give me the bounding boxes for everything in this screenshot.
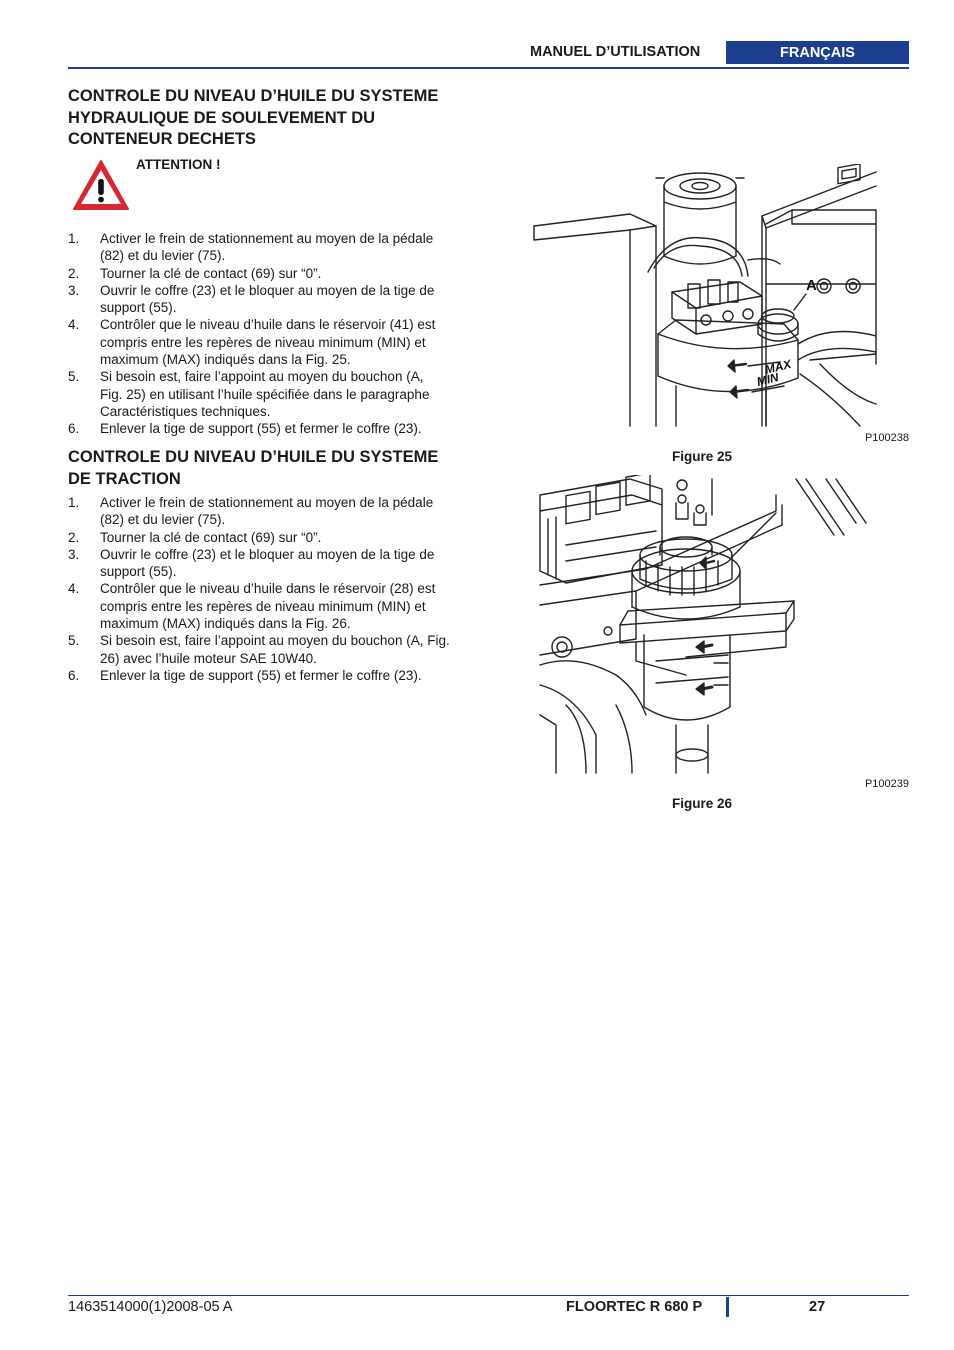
step-line: compris entre les repères de niveau minimum (MIN) et (100, 598, 426, 614)
section1-steps-list (68, 230, 435, 438)
step-number: 1. (68, 495, 80, 510)
page-number: 27 (809, 1299, 826, 1315)
warning-triangle-icon (72, 159, 130, 211)
list-item (68, 580, 450, 632)
footer-separator-bar (726, 1297, 729, 1317)
header-divider (68, 67, 909, 69)
step-number: 2. (68, 265, 80, 281)
footer-doc-code: 1463514000(1)2008-05 A (68, 1299, 233, 1315)
section2-title (68, 447, 438, 490)
step-line: (82) et du levier (75). (100, 248, 226, 264)
header-manual-title: MANUEL D’UTILISATION (530, 44, 701, 60)
header-language-badge: FRANÇAIS (726, 41, 909, 64)
figure25-label-a: A (806, 277, 817, 294)
step-line: 26) avec l’huile moteur SAE 10W40. (100, 650, 317, 666)
step-line: Enlever la tige de support (55) et fermer le coffre (23). (100, 667, 422, 683)
figure26-code: P100239 (864, 778, 909, 790)
step-number: 3. (68, 546, 80, 562)
list-item (68, 230, 435, 265)
step-line: (82) et du levier (75). (100, 512, 226, 528)
footer-divider (68, 1295, 909, 1296)
list-item (68, 420, 435, 437)
step-line: maximum (MAX) indiqués dans la Fig. 26. (100, 616, 351, 632)
step-line: Si besoin est, faire l’appoint au moyen du bouchon (A, Fig. (100, 633, 450, 649)
step-number: 2. (68, 529, 80, 545)
figure25-label-min: MIN (755, 370, 781, 389)
list-item (68, 316, 435, 368)
list-item (68, 667, 450, 684)
step-number: 3. (68, 282, 80, 298)
list-item (68, 529, 450, 546)
step-line: Activer le frein de stationnement au moyen de la pédale (100, 231, 434, 246)
step-line: Enlever la tige de support (55) et fermer le coffre (23). (100, 421, 422, 437)
step-line: maximum (MAX) indiqués dans la Fig. 25. (100, 352, 351, 368)
section1-title-line: CONTENEUR DECHETS (68, 130, 256, 148)
step-line: support (55). (100, 564, 177, 580)
list-item (68, 265, 435, 282)
figure25-caption: Figure 25 (672, 449, 733, 464)
section1-title-line: HYDRAULIQUE DE SOULEVEMENT DU (68, 108, 376, 127)
step-line: Ouvrir le coffre (23) et le bloquer au moyen de la tige de (100, 546, 435, 562)
step-number: 6. (68, 421, 80, 437)
step-line: Contrôler que le niveau d’huile dans le réservoir (28) est (100, 581, 436, 597)
step-line: Caractéristiques techniques. (100, 403, 271, 419)
figure-25-illustration (530, 164, 880, 428)
attention-label: ATTENTION ! (136, 157, 221, 172)
step-line: Si besoin est, faire l’appoint au moyen du bouchon (A, (100, 369, 424, 385)
step-line: Tourner la clé de contact (69) sur “0”. (100, 529, 322, 545)
footer-model: FLOORTEC R 680 P (566, 1299, 703, 1315)
list-item (68, 632, 450, 667)
figure26-caption: Figure 26 (672, 796, 733, 811)
step-line: Contrôler que le niveau d’huile dans le réservoir (41) est (100, 317, 436, 333)
step-line: compris entre les repères de niveau minimum (MIN) et (100, 334, 426, 350)
section1-title (68, 86, 438, 151)
section2-title-line: CONTROLE DU NIVEAU D’HUILE DU SYSTEME (68, 448, 439, 466)
step-line: Fig. 25) en utilisant l’huile spécifiée dans le paragraphe (100, 386, 430, 402)
list-item (68, 282, 435, 317)
list-item (68, 368, 435, 420)
step-line: Ouvrir le coffre (23) et le bloquer au moyen de la tige de (100, 282, 435, 298)
figure25-code: P100238 (864, 432, 909, 444)
figure-26-illustration (536, 475, 870, 775)
section2-steps-list (68, 494, 450, 684)
step-line: Activer le frein de stationnement au moyen de la pédale (100, 495, 434, 510)
section1-title-line: CONTROLE DU NIVEAU D’HUILE DU SYSTEME (68, 87, 439, 105)
step-line: support (55). (100, 300, 177, 316)
step-number: 5. (68, 369, 80, 385)
step-number: 5. (68, 633, 80, 649)
step-number: 4. (68, 581, 80, 597)
list-item (68, 546, 450, 581)
step-number: 4. (68, 317, 80, 333)
step-number: 6. (68, 667, 80, 683)
list-item (68, 494, 450, 529)
step-number: 1. (68, 231, 80, 246)
figure25-label-max: MAX (763, 356, 793, 377)
step-line: Tourner la clé de contact (69) sur “0”. (100, 265, 322, 281)
section2-title-line: DE TRACTION (68, 469, 181, 488)
